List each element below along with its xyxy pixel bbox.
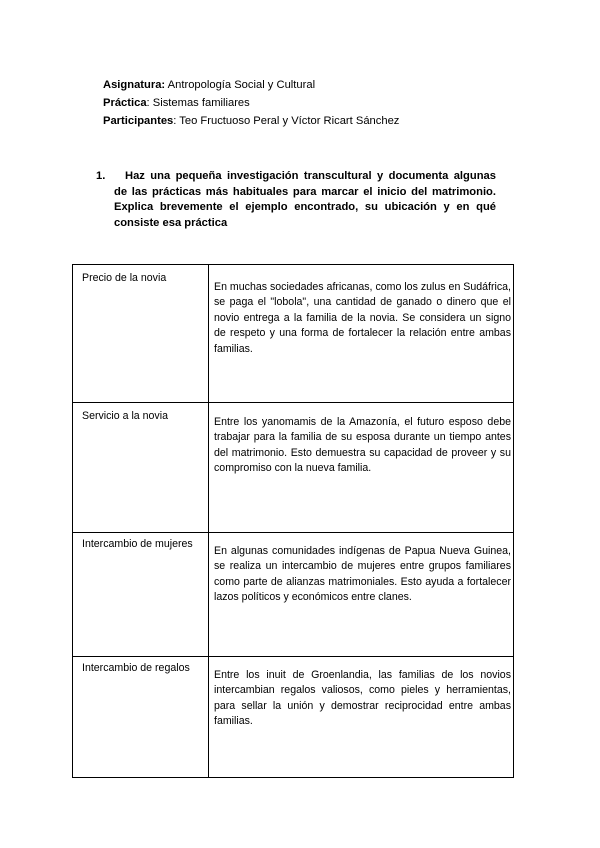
practice-label: Práctica	[103, 97, 147, 109]
question-text: Haz una pequeña investigación transcultural y documenta algunas de las prácticas más habituales para marcar el inicio del matrimonio. Explica brevemente el ejemplo encontrado, su ubicación y en qué consiste esa práctica	[114, 170, 496, 229]
practice-label-cell	[73, 657, 209, 778]
practice-label-cell	[73, 403, 209, 533]
participants-line	[103, 112, 399, 130]
practice-description-cell	[209, 265, 514, 403]
subject-line	[103, 76, 399, 94]
practice-description: Entre los inuit de Groenlandia, las familias de los novios intercambian regalos valiosos, como pieles y herramientas, para sellar la unión y demostrar reciprocidad entre ambas familias.	[214, 669, 511, 728]
participants-label: Participantes	[103, 115, 174, 127]
table-row	[73, 403, 514, 533]
table-row	[73, 657, 514, 778]
question-block	[96, 169, 496, 231]
subject-value: Antropología Social y Cultural	[167, 79, 316, 91]
practice-name: Precio de la novia	[82, 272, 167, 284]
practice-label-cell	[73, 533, 209, 657]
table-row	[73, 533, 514, 657]
question-number: 1.	[96, 170, 106, 182]
table-row	[73, 265, 514, 403]
practice-description: Entre los yanomamis de la Amazonía, el futuro esposo debe trabajar para la familia de su esposa durante un tiempo antes del matrimonio. Esto demuestra su capacidad de proveer y su compromiso con la nueva familia.	[214, 416, 511, 475]
practice-line	[103, 94, 399, 112]
practice-description-cell	[209, 657, 514, 778]
practice-description: En algunas comunidades indígenas de Papua Nueva Guinea, se realiza un intercambio de mujeres entre grupos familiares como parte de alianzas matrimoniales. Esto ayuda a fortalecer lazos políticos y económicos entre clanes.	[214, 545, 511, 604]
practice-description-cell	[209, 403, 514, 533]
practice-description: En muchas sociedades africanas, como los zulus en Sudáfrica, se paga el "lobola", una cantidad de ganado o dinero que el novio entrega a la familia de la novia. Se considera un signo de respeto y una forma de fortalecer la relación entre ambas familias.	[214, 281, 511, 355]
subject-label: Asignatura:	[103, 79, 166, 91]
practice-description-cell	[209, 533, 514, 657]
practice-name: Intercambio de mujeres	[82, 538, 193, 550]
practices-table	[72, 264, 514, 778]
practice-value: : Sistemas familiares	[146, 97, 250, 109]
practice-label-cell	[73, 265, 209, 403]
practice-name: Servicio a la novia	[82, 410, 168, 422]
practice-name: Intercambio de regalos	[82, 662, 190, 674]
document-header	[103, 76, 399, 130]
participants-value: : Teo Fructuoso Peral y Víctor Ricart Sánchez	[173, 115, 400, 127]
